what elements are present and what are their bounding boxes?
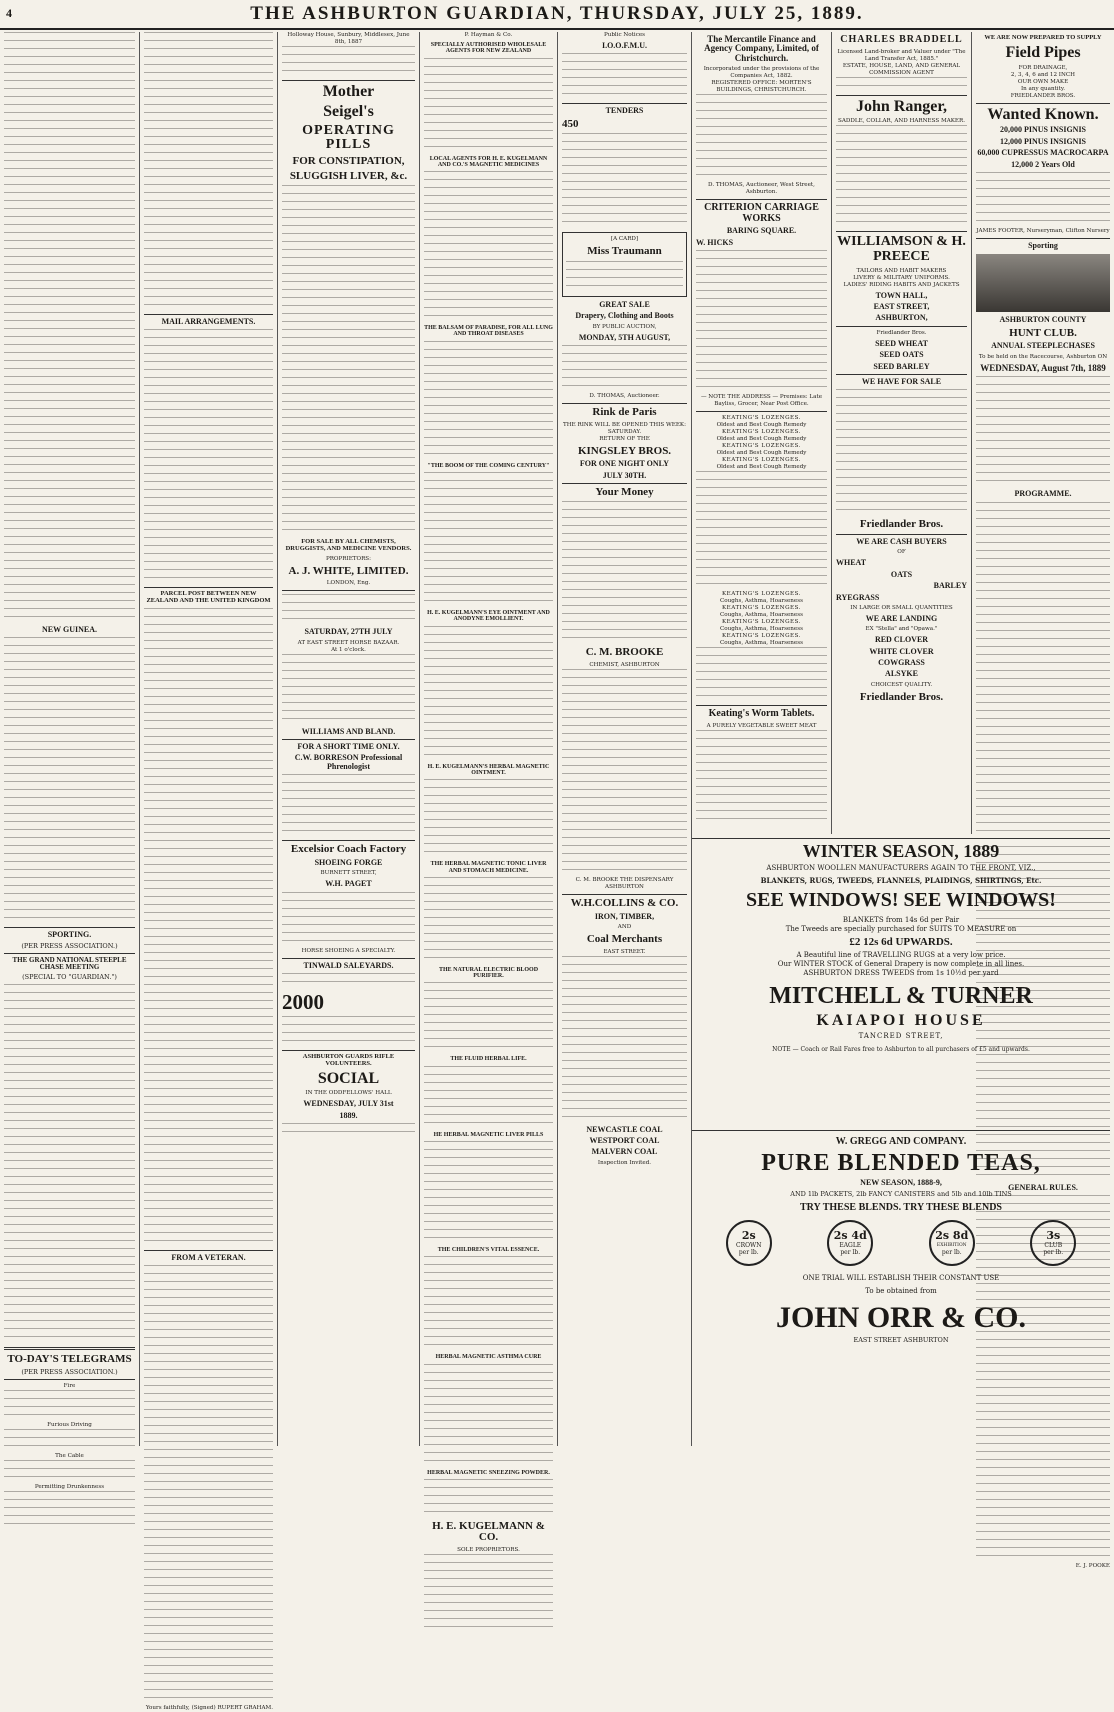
seigels-heading: Seigel's <box>323 102 374 120</box>
nursery-label: JAMES FOOTER, Nurseryman, Clifton Nursery <box>976 227 1110 234</box>
auction-label: BY PUBLIC AUCTION, <box>592 323 657 330</box>
williamson-heading: WILLIAMSON & H. PREECE <box>837 234 966 264</box>
column-7 <box>832 32 972 834</box>
winter-season-heading: WINTER SEASON, 1889 <box>802 841 1000 861</box>
westport-coal: WESTPORT COAL <box>589 1135 660 1145</box>
column-6 <box>692 32 832 834</box>
mercantile-heading: The Mercantile Finance and Agency Company, Limited, of Christchurch. <box>704 34 819 63</box>
rink-sub: THE RINK WILL BE OPENED THIS WEEK: SATURDAY. <box>563 421 686 435</box>
try-blends: TRY THESE BLENDS. TRY THESE BLENDS <box>800 1202 1002 1214</box>
horseshoeing-specialty: HORSE SHOEING A SPECIALTY. <box>301 947 396 954</box>
braddell-sub: Licensed Land-broker and Valuer under "The Land Transfer Act, 1885." <box>837 48 966 62</box>
see-windows-heading: SEE WINDOWS! SEE WINDOWS! <box>746 888 1056 911</box>
ashburton-label: ASHBURTON, <box>875 313 928 323</box>
cowgrass-label: COWGRASS <box>878 658 925 668</box>
large-quantities: IN LARGE OR SMALL QUANTITIES <box>850 604 953 611</box>
july-30: JULY 30TH. <box>602 470 647 480</box>
friedlander-heading-2: Friedlander Bros. <box>859 690 944 703</box>
woollen-label: ASHBURTON WOOLLEN MANUFACTURERS AGAIN TO THE FRONT, VIZ., <box>766 863 1036 872</box>
williams-bland: WILLIAMS AND BLAND. <box>301 726 396 736</box>
secretary-signature: E. J. POOKE <box>1075 1562 1110 1569</box>
dress-tweeds: ASHBURTON DRESS TWEEDS from 1s 10½d per yard <box>803 969 999 978</box>
exhibition-price: 2s 8d <box>935 1228 969 1242</box>
mother-heading: Mother <box>322 83 375 100</box>
annual-steeplechases: ANNUAL STEEPLECHASES <box>991 341 1095 351</box>
oddfellows-hall: IN THE ODDFELLOWS' HALL <box>305 1090 392 1097</box>
seed-barley: SEED BARLEY <box>873 361 930 371</box>
sole-proprietors: SOLE PROPRIETORS. <box>457 1547 520 1554</box>
traumann-name: Miss Traumann <box>587 245 662 258</box>
london-label: LONDON, Eng. <box>326 580 371 587</box>
newspaper-title: THE ASHBURTON GUARDIAN, THURSDAY, JULY 25, 1889. <box>250 3 864 24</box>
authorised-agents: SPECIALLY AUTHORISED WHOLESALE AGENTS FOR NEW ZEALAND <box>430 42 547 55</box>
gregg-heading: W. GREGG AND COMPANY. <box>835 1136 967 1147</box>
travelling-rugs: A Beautiful line of TRAVELLING RUGS at a very low price. <box>796 951 1006 960</box>
inspection-invited: Inspection Invited. <box>597 1159 652 1166</box>
programme-heading: PROGRAMME. <box>1014 489 1072 499</box>
coughs-asthma-4: Coughs, Asthma, Hoarseness <box>720 640 803 647</box>
county-heading: ASHBURTON COUNTY <box>999 315 1087 325</box>
landing-label: WE ARE LANDING <box>865 613 938 623</box>
orr-address: EAST STREET ASHBURTON <box>853 1336 949 1345</box>
ioof-heading: I.O.O.F.M.U. <box>601 41 648 50</box>
obtained-from: To be obtained from <box>865 1286 937 1295</box>
prepared-label: WE ARE NOW PREPARED TO SUPPLY <box>984 34 1102 41</box>
hayman-header: P. Hayman & Co. <box>464 32 513 38</box>
friedlander-heading-1: Friedlander Bros. <box>859 518 944 531</box>
coughs-asthma-2: Coughs, Asthma, Hoarseness <box>720 612 803 619</box>
friedlander-bros-8: FRIEDLANDER BROS. <box>1010 92 1076 99</box>
herbal-ointment-heading: H. E. KUGELMANN'S HERBAL MAGNETIC OINTMENT. <box>427 763 550 776</box>
proprietors-label: PROPRIETORS: <box>325 555 372 562</box>
crown-per-lb: per lb. <box>738 1248 759 1256</box>
bazaar-label: AT EAST STREET HORSE BAZAAR. <box>297 639 400 646</box>
keatings-lozenges-6: KEATING'S LOZENGES. <box>721 605 802 612</box>
mail-arrangements-heading: MAIL ARRANGEMENTS. <box>161 317 256 326</box>
column-2 <box>140 32 278 1712</box>
braddell-heading: CHARLES BRADDELL <box>840 34 963 45</box>
eye-ointment-heading: H. E. KUGELMANN'S EYE OINTMENT AND ANODYNE EMOLLIENT. <box>427 610 550 623</box>
winter-season-ad <box>692 838 1110 1124</box>
cough-remedy-4: Oldest and Best Cough Remedy <box>716 464 807 471</box>
blood-purifier-heading: THE NATURAL ELECTRIC BLOOD PURIFIER. <box>438 966 539 980</box>
boom-heading: "THE BOOM OF THE COMING CENTURY" <box>427 462 550 469</box>
exhibition-badge <box>929 1220 975 1266</box>
steeplechase-illustration <box>976 254 1110 312</box>
crown-label: CROWN <box>736 1241 762 1249</box>
special-note: (SPECIAL TO "GUARDIAN.") <box>22 973 117 982</box>
brooke-heading: C. M. BROOKE <box>585 646 664 659</box>
john-orr-heading: JOHN ORR & CO. <box>776 1300 1026 1334</box>
club-price: 3s <box>1046 1228 1061 1242</box>
packets-label: AND 1lb PACKETS, 2lb FANCY CANISTERS and 5lb and 10lb TINS <box>790 1190 1012 1199</box>
winter-stock: Our WINTER STOCK of General Drapery is now complete in all lines. <box>777 960 1025 969</box>
estate-agent: ESTATE, HOUSE, LAND, AND GENERAL COMMISSION AGENT <box>842 62 961 76</box>
tonic-heading: THE HERBAL MAGNETIC TONIC LIVER AND STOMACH MEDICINE. <box>430 861 547 874</box>
malvern-coal: MALVERN COAL <box>591 1147 658 1157</box>
keatings-lozenges-2: KEATING'S LOZENGES. <box>721 429 802 436</box>
years-old: 12,000 2 Years Old <box>1011 159 1075 169</box>
column-1 <box>0 32 140 1491</box>
masthead <box>0 0 1114 30</box>
wanted-known-heading: Wanted Known. <box>987 105 1099 123</box>
ladies-label: LADIES' RIDING HABITS AND JACKETS <box>843 281 960 288</box>
constipation-heading: FOR CONSTIPATION, <box>292 154 405 167</box>
drapery-heading: Drapery, Clothing and Boots <box>575 311 674 321</box>
worm-tablets-sub: A PURELY VEGETABLE SWEET MEAT <box>706 722 817 729</box>
mitchell-turner-heading: MITCHELL & TURNER <box>769 983 1033 1010</box>
red-clover: RED CLOVER <box>874 635 929 645</box>
column-4 <box>420 32 558 1554</box>
tancred-street: TANCRED STREET, <box>858 1032 944 1041</box>
coal-merchants: Coal Merchants <box>586 932 663 945</box>
furious-driving-heading: Furious Driving <box>47 1422 92 1429</box>
coughs-asthma-1: Coughs, Asthma, Hoarseness <box>720 598 803 605</box>
crown-price: 2s <box>741 1228 756 1242</box>
excelsior-heading: Excelsior Coach Factory <box>290 843 407 856</box>
iron-timber: IRON, TIMBER, <box>594 911 655 921</box>
exhibition-label: EXHIBITION <box>936 1242 967 1248</box>
public-notices-heading: Public Notices <box>603 32 646 38</box>
sluggish-liver-heading: SLUGGISH LIVER, &c. <box>289 169 408 182</box>
operating-pills-heading: OPERATING PILLS <box>302 122 395 153</box>
tea-ad <box>692 1130 1110 1448</box>
one-oclock-label: At 1 o'clock. <box>331 646 366 653</box>
dispensary-label: C. M. BROOKE THE DISPENSARY ASHBURTON <box>575 877 674 891</box>
tenders-heading: TENDERS <box>605 106 644 116</box>
club-per-lb: per lb. <box>1043 1248 1064 1256</box>
have-for-sale: WE HAVE FOR SALE <box>861 377 942 387</box>
alsyke-label: ALSYKE <box>885 669 918 679</box>
press-association-note: (PER PRESS ASSOCIATION.) <box>21 941 118 950</box>
card-label: [A CARD] <box>610 236 639 243</box>
ex-ships: EX "Stella" and "Opawa." <box>865 626 938 633</box>
social-year: 1889. <box>339 1110 358 1120</box>
steeplechase-heading: THE GRAND NATIONAL STEEPLE CHASE MEETING <box>12 955 127 972</box>
tweeds-label: The Tweeds are specially purchased for SUITS TO MEASURE on <box>785 924 1017 933</box>
guards-heading: ASHBURTON GUARDS RIFLE VOLUNTEERS. <box>302 1052 395 1067</box>
balsam-heading: THE BALSAM OF PARADISE, FOR ALL LUNG AND THROAT DISEASES <box>424 325 553 338</box>
keatings-lozenges-4: KEATING'S LOZENGES. <box>721 457 802 464</box>
keatings-lozenges-8: KEATING'S LOZENGES. <box>721 633 802 640</box>
kugelmann-name: H. E. KUGELMANN & CO. <box>432 1519 545 1544</box>
worm-tablets-heading: Keating's Worm Tablets. <box>708 708 815 720</box>
paget-name: W.H. PAGET <box>325 879 372 889</box>
parcel-post-heading: PARCEL POST BETWEEN NEW ZEALAND AND THE UNITED KINGDOM <box>146 590 271 605</box>
oats-label: OATS <box>890 569 913 579</box>
thomas-agent: D. THOMAS, Auctioneer, West Street, Ashburton. <box>708 182 815 196</box>
eagle-badge <box>827 1220 873 1266</box>
tinwald-heading: TINWALD SALEYARDS. <box>303 960 394 970</box>
rink-heading: Rink de Paris <box>592 406 657 419</box>
telegrams-press-note: (PER PRESS ASSOCIATION.) <box>21 1368 118 1377</box>
social-heading: SOCIAL <box>317 1069 380 1087</box>
local-agents: LOCAL AGENTS FOR H. E. KUGELMANN AND CO.'S MAGNETIC MEDICINES <box>429 155 548 168</box>
sheep-count: 2000 <box>282 989 324 1014</box>
suit-price: £2 12s 6d UPWARDS. <box>849 935 953 948</box>
any-quantity: In any quantity. <box>1020 85 1066 92</box>
new-guinea-heading: NEW GUINEA. <box>42 625 97 634</box>
collins-heading: W.H.COLLINS & CO. <box>570 897 679 910</box>
keatings-lozenges-7: KEATING'S LOZENGES. <box>721 619 802 626</box>
cough-remedy-3: Oldest and Best Cough Remedy <box>716 450 807 457</box>
field-pipes-heading: Field Pipes <box>1005 43 1081 61</box>
fluid-herbal-heading: THE FLUID HERBAL LIFE. <box>450 1056 527 1063</box>
seed-wheat: SEED WHEAT <box>875 338 928 348</box>
cough-remedy-1: Oldest and Best Cough Remedy <box>716 422 807 429</box>
coughs-asthma-3: Coughs, Asthma, Hoarseness <box>720 626 803 633</box>
drunkenness-heading: Permitting Drunkenness <box>34 1484 105 1491</box>
veteran-signature: Yours faithfully, (Signed) RUPERT GRAHAM. <box>145 1705 273 1712</box>
and-label: AND <box>617 923 632 930</box>
column-3 <box>278 32 420 1446</box>
white-limited: A. J. WHITE, LIMITED. <box>288 564 409 577</box>
wednesday-date: WEDNESDAY, JULY 31st <box>303 1099 394 1109</box>
town-hall: TOWN HALL, <box>875 290 928 300</box>
testimonial-address: Holloway House, Sunbury, Middlesex, June 8th, 1887 <box>287 32 410 45</box>
page-number: 4 <box>6 6 12 20</box>
kaiapoi-house: KAIAPOI HOUSE <box>816 1011 986 1029</box>
hunt-club-heading: HUNT CLUB. <box>1009 326 1077 339</box>
monday-date: MONDAY, 5TH AUGUST, <box>578 332 671 342</box>
sporting-heading: SPORTING. <box>47 930 92 940</box>
general-rules-heading: GENERAL RULES. <box>1008 1182 1078 1192</box>
white-clover: WHITE CLOVER <box>869 646 934 656</box>
cash-buyers: WE ARE CASH BUYERS <box>856 536 947 546</box>
hicks-name: W. HICKS <box>696 237 734 247</box>
premises-note: — NOTE THE ADDRESS — Premises: Late Bayliss, Grocer, Near Post Office. <box>700 394 823 408</box>
eagle-label: EAGLE <box>839 1241 862 1249</box>
registered-office: REGISTERED OFFICE: MORTEN'S BUILDINGS, CHRISTCHURCH. <box>711 80 812 94</box>
childrens-essence-heading: THE CHILDREN'S VITAL ESSENCE. <box>437 1247 540 1254</box>
racecourse-label: To be held on the Racecourse, Ashburton ON <box>978 353 1108 360</box>
return-label: RETURN OF THE <box>599 435 650 442</box>
own-make: OUR OWN MAKE <box>1017 78 1069 85</box>
pinus-20000: 20,000 PINUS INSIGNIS <box>999 125 1087 135</box>
club-badge <box>1030 1220 1076 1266</box>
keatings-lozenges-1: KEATING'S LOZENGES. <box>721 415 802 422</box>
incorporated-note: Incorporated under the provisions of the Companies Act, 1882. <box>703 66 820 80</box>
one-night-only: FOR ONE NIGHT ONLY <box>579 459 670 469</box>
east-street-label: EAST STREET. <box>603 948 646 955</box>
one-trial-label: ONE TRIAL WILL ESTABLISH THEIR CONSTANT USE <box>802 1273 1000 1282</box>
liver-pills-heading: HE HERBAL MAGNETIC LIVER PILLS <box>433 1131 544 1138</box>
exhibition-per-lb: per lb. <box>941 1248 962 1256</box>
choicest-quality: CHOICEST QUALITY. <box>870 681 933 688</box>
blankets-label: BLANKETS, RUGS, TWEEDS, FLANNELS, PLAIDINGS, SHIRTINGS, Etc. <box>760 875 1042 885</box>
fares-note: NOTE — Coach or Rail Fares free to Ashburton to all purchasers of £5 and upwards. <box>772 1046 1030 1054</box>
keatings-lozenges-5: KEATING'S LOZENGES. <box>721 591 802 598</box>
seed-oats: SEED OATS <box>879 350 924 360</box>
barley-label: BARLEY <box>933 581 967 591</box>
crown-badge <box>726 1220 772 1266</box>
baring-square: BARING SQUARE. <box>726 226 797 236</box>
veteran-heading: FROM A VETERAN. <box>171 1253 246 1263</box>
column-5 <box>558 32 692 1446</box>
tender-acres: 450 <box>562 117 579 130</box>
asthma-cure-heading: HERBAL MAGNETIC ASTHMA CURE <box>435 1354 542 1361</box>
drainage-label: FOR DRAINAGE, <box>1018 64 1068 71</box>
race-date: WEDNESDAY, August 7th, 1889 <box>980 362 1106 373</box>
eagle-per-lb: per lb. <box>840 1248 861 1256</box>
eagle-price: 2s 4d <box>833 1228 867 1242</box>
chemist-label: CHEMIST, ASHBURTON <box>589 662 660 669</box>
wheat-label: WHEAT <box>836 558 867 568</box>
ranger-heading: John Ranger, <box>856 97 947 115</box>
club-label: CLUB <box>1044 1241 1063 1249</box>
ryegrass-label: RYEGRASS <box>836 592 880 602</box>
borreson-heading: C.W. BORRESON Professional Phrenologist <box>294 753 403 771</box>
telegrams-heading: TO-DAY'S TELEGRAMS <box>7 1353 132 1366</box>
thomas-auctioneer: D. THOMAS, Auctioneer. <box>589 393 660 400</box>
saturday-heading: SATURDAY, 27TH JULY <box>304 627 393 637</box>
of-label: OF <box>897 549 906 556</box>
cupressus-60000: 60,000 CUPRESSUS MACROCARPA <box>977 148 1109 158</box>
your-money-heading: Your Money <box>595 485 654 498</box>
burnett-street: BURNETT STREET, <box>320 870 377 877</box>
sporting-label: Sporting <box>1028 240 1058 250</box>
friedlander-small-1: Friedlander Bros. <box>876 329 927 336</box>
blanket-price: BLANKETS from 14s 6d per Pair <box>842 915 960 924</box>
livery-label: LIVERY & MILITARY UNIFORMS. <box>853 274 950 281</box>
saddle-label: SADDLE, COLLAR, AND HARNESS MAKER. <box>838 118 965 125</box>
kingsley-bros: KINGSLEY BROS. <box>577 444 672 457</box>
criterion-heading: CRITERION CARRIAGE WORKS <box>704 202 819 224</box>
blended-teas-heading: PURE BLENDED TEAS, <box>761 1149 1041 1176</box>
pinus-12000: 12,000 PINUS INSIGNIS <box>999 136 1087 146</box>
cable-heading: The Cable <box>55 1453 84 1460</box>
great-sale-heading: GREAT SALE <box>599 299 650 309</box>
cough-remedy-2: Oldest and Best Cough Remedy <box>716 436 807 443</box>
east-street: EAST STREET, <box>873 302 930 312</box>
newcastle-coal: NEWCASTLE COAL <box>586 1124 663 1134</box>
pipe-sizes: 2, 3, 4, 6 and 12 INCH <box>1010 71 1076 78</box>
tea-blend-badges <box>698 1220 1104 1266</box>
tailors-label: TAILORS AND HABIT MAKERS <box>856 267 947 274</box>
for-sale-chemists: FOR SALE BY ALL CHEMISTS, DRUGGISTS, AND MEDICINE VENDORS. <box>285 538 412 552</box>
sneezing-powder-heading: HERBAL MAGNETIC SNEEZING POWDER. <box>427 1469 550 1476</box>
keatings-lozenges-3: KEATING'S LOZENGES. <box>721 443 802 450</box>
short-time-heading: FOR A SHORT TIME ONLY. <box>297 742 400 752</box>
shoeing-forge: SHOEING FORGE <box>314 857 383 867</box>
new-season-label: NEW SEASON, 1888-9, <box>860 1177 942 1187</box>
fire-heading: Fire <box>63 1383 76 1390</box>
